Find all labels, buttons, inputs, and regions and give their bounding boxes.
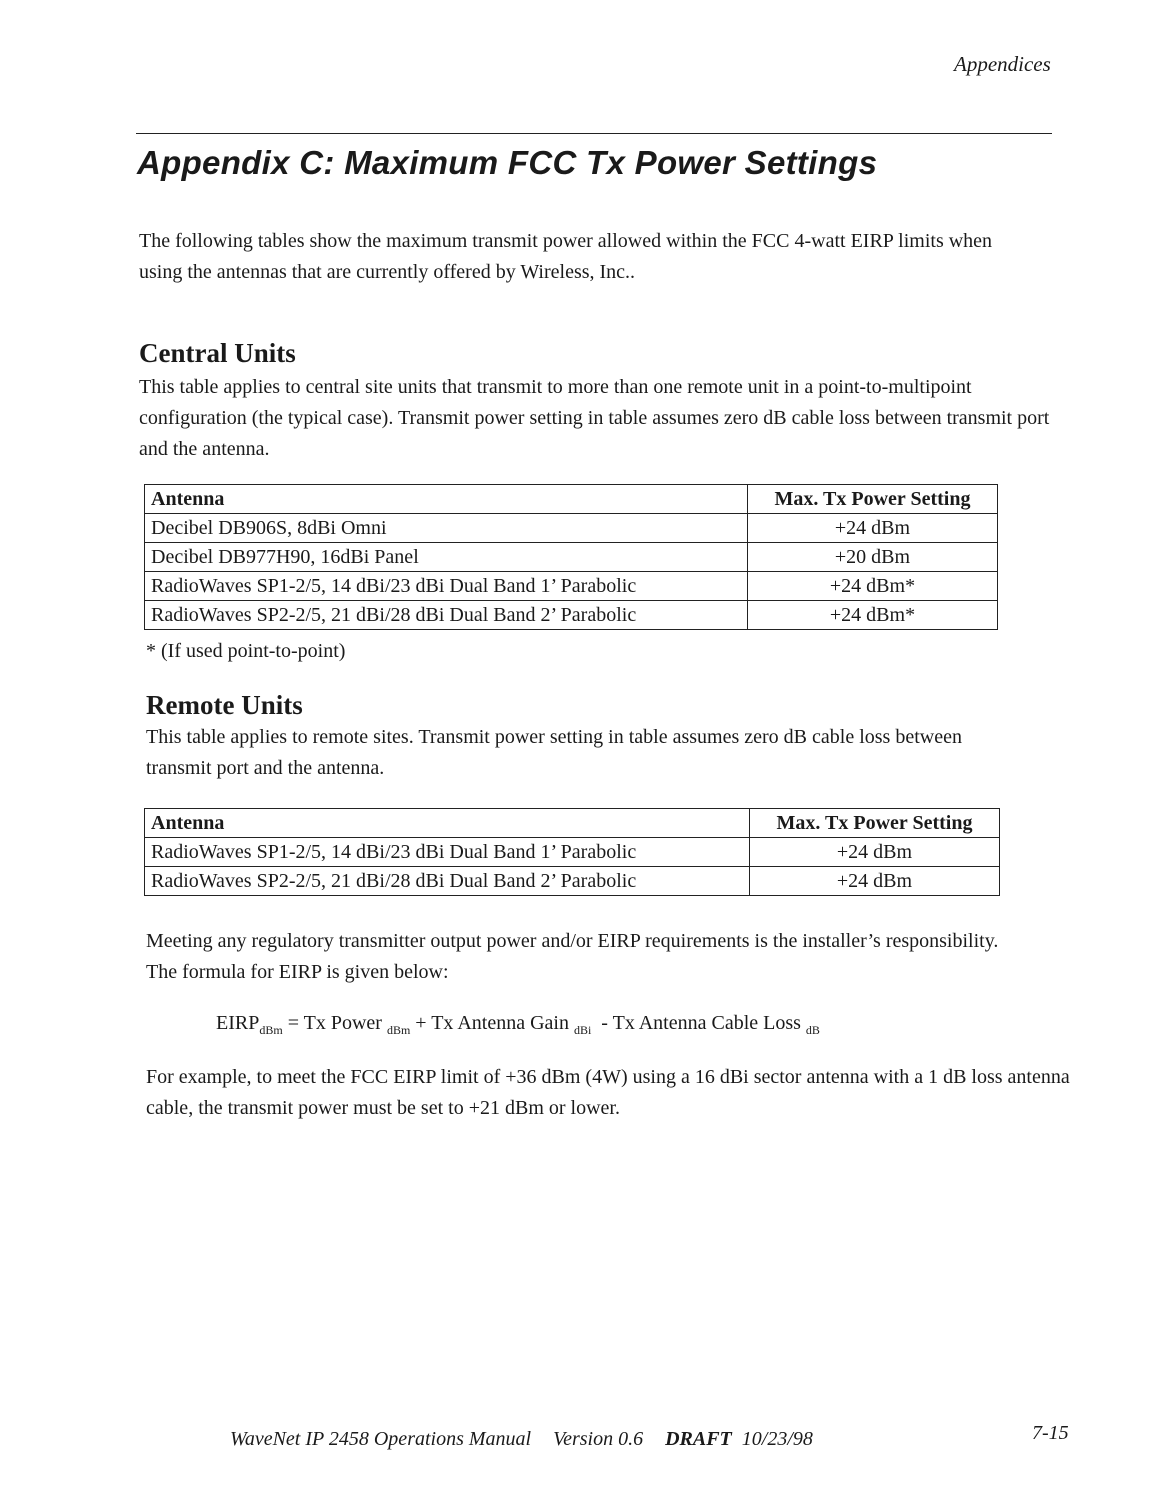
page-footer [230,1428,813,1451]
table-header-row [145,809,1000,838]
formula-cable-loss: Tx Antenna Cable Loss [612,1012,801,1034]
header-rule [136,133,1052,134]
power-cell: +24 dBm [748,514,998,543]
remote-units-paragraph: This table applies to remote sites. Transmit power setting in table assumes zero dB cable loss between transmit port and the antenna. [146,726,962,779]
table-row [145,543,998,572]
power-cell: +24 dBm [750,867,1000,896]
formula-minus: - [591,1012,613,1034]
footer-manual-title: WaveNet IP 2458 Operations Manual [230,1428,532,1450]
table-row [145,601,998,630]
power-cell: +24 dBm* [748,601,998,630]
table-row [145,572,998,601]
eirp-responsibility-paragraph: Meeting any regulatory transmitter output power and/or EIRP requirements is the installer’s responsibility. The formula for EIRP is given below: [146,930,999,983]
remote-units-heading: Remote Units [146,690,303,720]
formula-equals: = [282,1012,304,1034]
formula-tx-power: Tx Power [303,1012,382,1034]
column-header-power: Max. Tx Power Setting [748,485,998,514]
remote-units-table [144,808,1000,896]
column-header-power: Max. Tx Power Setting [750,809,1000,838]
footer-draft-label: DRAFT [665,1428,732,1450]
formula-plus: + [410,1012,432,1034]
antenna-cell: RadioWaves SP2-2/5, 21 dBi/28 dBi Dual Band 2’ Parabolic [145,601,748,630]
example-paragraph: For example, to meet the FCC EIRP limit of +36 dBm (4W) using a 16 dBi sector antenna with a 1 dB loss antenna cable, the transmit power must be set to +21 dBm or lower. [146,1066,1070,1119]
formula-eirp-unit: dBm [259,1023,283,1037]
central-units-paragraph: This table applies to central site units that transmit to more than one remote unit in a point-to-multipoint configuration (the typical case). Transmit power setting in table assumes zero dB cable loss between transmit port and the antenna. [139,376,1050,460]
formula-antenna-gain-unit: dBi [573,1023,592,1037]
footer-version: Version 0.6 [553,1428,644,1450]
table-row [145,867,1000,896]
power-cell: +20 dBm [748,543,998,572]
table-row [145,514,998,543]
intro-paragraph: The following tables show the maximum transmit power allowed within the FCC 4-watt EIRP limits when using the antennas that are currently offered by Wireless, Inc.. [139,230,993,283]
antenna-cell: RadioWaves SP1-2/5, 14 dBi/23 dBi Dual Band 1’ Parabolic [145,572,748,601]
running-header: Appendices [954,52,1051,76]
column-header-antenna: Antenna [145,485,748,514]
central-units-table [144,484,998,630]
formula-eirp: EIRP [216,1012,260,1034]
power-cell: +24 dBm* [748,572,998,601]
antenna-cell: Decibel DB977H90, 16dBi Panel [145,543,748,572]
formula-tx-power-unit: dBm [386,1023,411,1037]
antenna-cell: Decibel DB906S, 8dBi Omni [145,514,748,543]
eirp-formula [216,1012,820,1038]
table-row [145,838,1000,867]
antenna-cell: RadioWaves SP2-2/5, 21 dBi/28 dBi Dual Band 2’ Parabolic [145,867,750,896]
footer-date: 10/23/98 [741,1428,813,1450]
formula-antenna-gain: Tx Antenna Gain [431,1012,569,1034]
table-footnote: * (If used point-to-point) [146,640,346,662]
central-units-heading: Central Units [139,338,296,368]
page-title: Appendix C: Maximum FCC Tx Power Settings [137,144,878,181]
power-cell: +24 dBm [750,838,1000,867]
table-header-row [145,485,998,514]
column-header-antenna: Antenna [145,809,750,838]
page-number: 7-15 [1032,1422,1069,1444]
antenna-cell: RadioWaves SP1-2/5, 14 dBi/23 dBi Dual Band 1’ Parabolic [145,838,750,867]
formula-cable-loss-unit: dB [805,1023,820,1037]
